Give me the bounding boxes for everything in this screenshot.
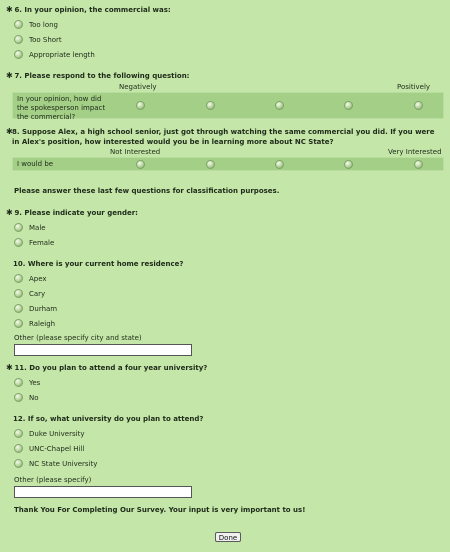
question-10 [6, 259, 446, 356]
option-female[interactable] [14, 235, 446, 250]
question-12-title: 12. If so, what university do you plan to attend? [13, 415, 204, 423]
option-label: Yes [29, 378, 41, 387]
radio-icon[interactable] [14, 459, 23, 468]
option-durham[interactable] [14, 301, 446, 316]
radio-icon[interactable] [344, 160, 353, 169]
question-11-text: 11. Do you plan to attend a four year university? [14, 364, 208, 372]
option-duke[interactable] [14, 426, 446, 441]
other-label: Other (please specify) [14, 476, 92, 484]
question-10-title: 10. Where is your current home residence? [13, 260, 184, 268]
option-label: Appropriate length [29, 50, 95, 59]
classification-intro: Please answer these last few questions for classification purposes. [14, 187, 280, 195]
option-label: Durham [29, 304, 58, 313]
question-8-title [6, 127, 446, 147]
radio-icon[interactable] [136, 160, 145, 169]
question-11 [6, 363, 446, 405]
matrix-row-label: In your opinion, how did the spokesperson impact the commercial? [17, 95, 106, 121]
scale-right-label: Positively [397, 83, 431, 91]
radio-icon[interactable] [14, 223, 23, 232]
question-8-text: 8. Suppose Alex, a high school senior, just got through watching the same commercial you did. If you were in Alex's position, how interested would you be in learning more about NC State? [12, 128, 435, 146]
radio-icon[interactable] [14, 289, 23, 298]
option-too-long[interactable] [14, 17, 446, 32]
option-apex[interactable] [14, 271, 446, 286]
question-7-text: 7. Please respond to the following question: [14, 72, 190, 80]
radio-icon[interactable] [14, 429, 23, 438]
thank-you-message: Thank You For Completing Our Survey. Your input is very important to us! [14, 506, 306, 514]
required-icon: ✱ [6, 363, 13, 372]
option-label: Apex [29, 274, 47, 283]
required-icon: ✱ [6, 208, 13, 217]
required-icon: ✱ [6, 5, 13, 14]
option-label: Male [29, 223, 46, 232]
radio-icon[interactable] [14, 238, 23, 247]
scale-left-label: Not Interested [110, 148, 161, 156]
question-6-text: 6. In your opinion, the commercial was: [14, 6, 171, 14]
done-button[interactable]: Done [215, 532, 241, 542]
radio-icon[interactable] [414, 160, 423, 169]
question-6 [6, 5, 446, 62]
matrix-header [6, 148, 446, 157]
radio-icon[interactable] [14, 444, 23, 453]
matrix-row [12, 157, 444, 171]
question-9-text: 9. Please indicate your gender: [14, 209, 138, 217]
radio-icon[interactable] [14, 319, 23, 328]
option-label: UNC-Chapel Hill [29, 444, 85, 453]
option-ncstate[interactable] [14, 456, 446, 471]
matrix-row [12, 92, 444, 119]
radio-icon[interactable] [414, 101, 423, 110]
radio-icon[interactable] [14, 378, 23, 387]
option-raleigh[interactable] [14, 316, 446, 331]
option-label: Female [29, 238, 55, 247]
option-male[interactable] [14, 220, 446, 235]
option-label: No [29, 393, 39, 402]
radio-icon[interactable] [206, 160, 215, 169]
radio-icon[interactable] [275, 101, 284, 110]
option-label: Cary [29, 289, 46, 298]
option-too-short[interactable] [14, 32, 446, 47]
scale-right-label: Very Interested [388, 148, 442, 156]
other-label: Other (please specify city and state) [14, 334, 142, 342]
option-yes[interactable] [14, 375, 446, 390]
required-icon: ✱ [6, 127, 13, 136]
question-8 [6, 127, 446, 171]
question-9 [6, 208, 446, 250]
option-label: Duke University [29, 429, 85, 438]
scale-left-label: Negatively [119, 83, 157, 91]
other-university-input[interactable] [14, 486, 192, 498]
radio-icon[interactable] [344, 101, 353, 110]
question-7 [6, 71, 446, 119]
radio-icon[interactable] [206, 101, 215, 110]
option-label: NC State University [29, 459, 98, 468]
radio-icon[interactable] [14, 20, 23, 29]
option-no[interactable] [14, 390, 446, 405]
matrix-header [6, 83, 446, 92]
question-9-title [6, 208, 446, 218]
other-city-state-input[interactable] [14, 344, 192, 356]
radio-icon[interactable] [275, 160, 284, 169]
question-12 [6, 414, 446, 498]
question-7-title [6, 71, 446, 81]
option-appropriate-length[interactable] [14, 47, 446, 62]
radio-icon[interactable] [14, 304, 23, 313]
option-label: Too long [29, 20, 58, 29]
option-label: Raleigh [29, 319, 56, 328]
radio-icon[interactable] [136, 101, 145, 110]
radio-icon[interactable] [14, 50, 23, 59]
matrix-row-label: I would be [17, 160, 54, 168]
option-cary[interactable] [14, 286, 446, 301]
question-11-title [6, 363, 446, 373]
radio-icon[interactable] [14, 35, 23, 44]
required-icon: ✱ [6, 71, 13, 80]
option-unc[interactable] [14, 441, 446, 456]
option-label: Too Short [29, 35, 62, 44]
radio-icon[interactable] [14, 274, 23, 283]
radio-icon[interactable] [14, 393, 23, 402]
question-6-title [6, 5, 446, 15]
